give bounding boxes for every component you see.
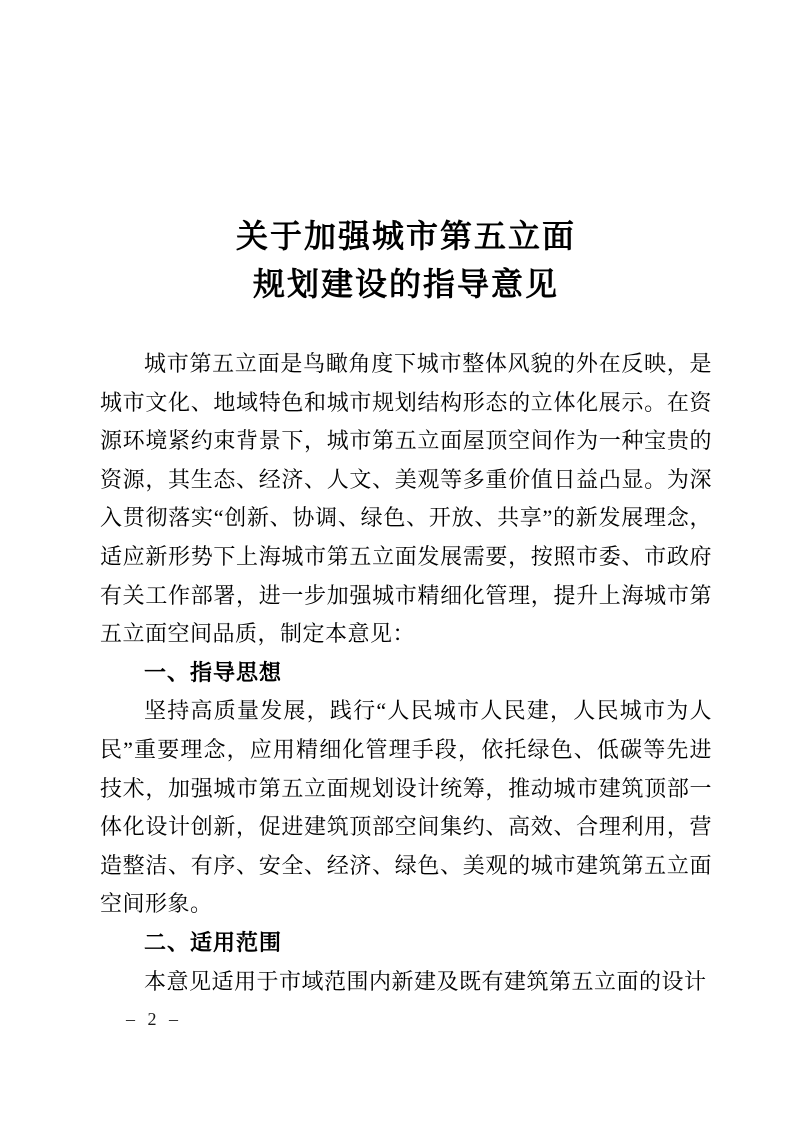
section-heading: 一、指导思想	[144, 659, 283, 685]
body-paragraph: 坚持高质量发展，践行“人民城市人民建，人民城市为人民”重要理念，应用精细化管理手段，依托绿色、低碳等先进技术，加强城市第五立面规划设计统筹，推动城市建筑顶部一体化设计创新，促进建筑顶部空间集约、高效、合理利用，营造整洁、有序、安全、经济、绿色、美观的城市建筑第五立面空间形象。	[100, 698, 712, 917]
document-content	[100, 212, 712, 1001]
page-number: – 2 –	[126, 1009, 182, 1029]
document-title	[100, 212, 712, 308]
body-paragraph: 城市第五立面是鸟瞰角度下城市整体风貌的外在反映，是城市文化、地域特色和城市规划结构形态的立体化展示。在资源环境紧约束背景下，城市第五立面屋顶空间作为一种宝贵的资源，其生态、经济、人文、美观等多重价值日益凸显。为深入贯彻落实“创新、协调、绿色、开放、共享”的新发展理念，适应新形势下上海城市第五立面发展需要，按照市委、市政府有关工作部署，进一步加强城市精细化管理，提升上海城市第五立面空间品质，制定本意见：	[100, 351, 712, 647]
section-heading: 二、适用范围	[144, 929, 283, 955]
title-line-1: 关于加强城市第五立面	[235, 218, 576, 254]
title-line-2: 规划建设的指导意见	[252, 266, 559, 302]
document-body	[100, 345, 712, 1001]
body-paragraph: 本意见适用于市域范围内新建及既有建筑第五立面的设计	[144, 968, 707, 994]
